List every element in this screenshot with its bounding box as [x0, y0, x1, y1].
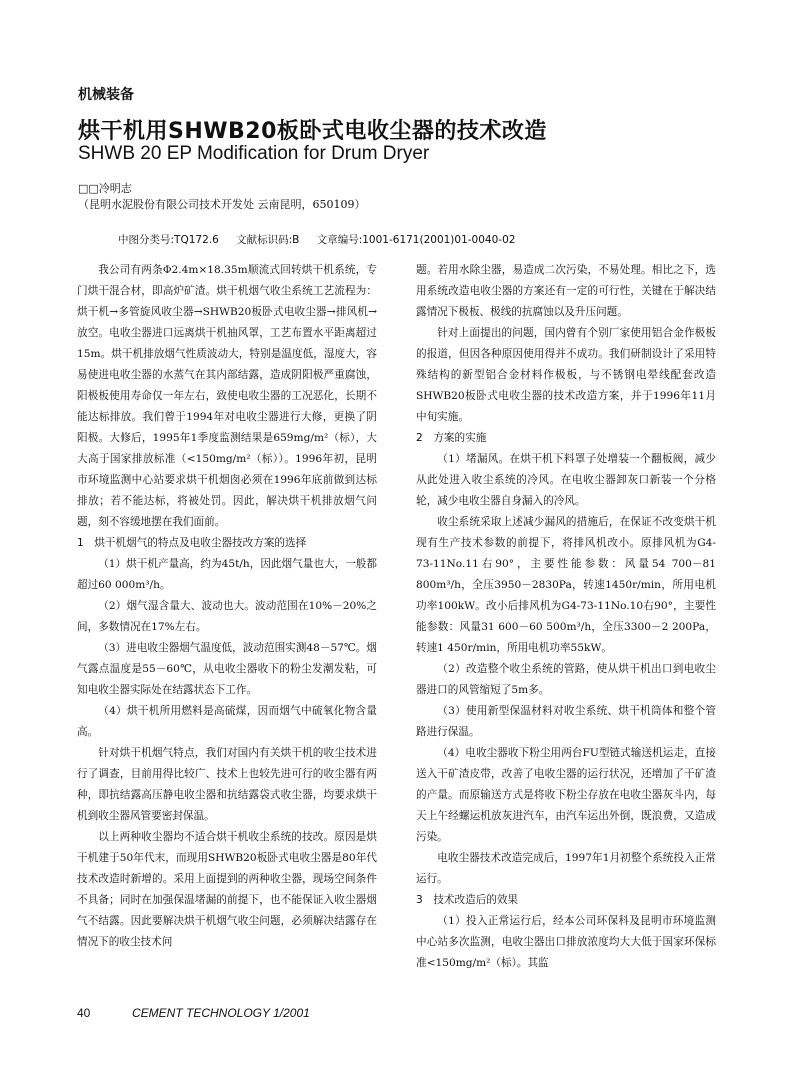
body-paragraph: （1）烘干机产量高，约为45t/h，因此烟气量也大，一般都超过60 000m³/h。 — [77, 558, 377, 591]
body-paragraph: （1）堵漏风。在烘干机下料罩子处增装一个翻板阀，减少从此处进入收尘系统的冷风。在电收尘器卸灰口新装一个分格轮，减少电收尘器自身漏入的冷风。 — [416, 453, 716, 507]
body-paragraph: 电收尘器技术改造完成后，1997年1月初整个系统投入正常运行。 — [416, 852, 716, 885]
section-heading: 2 方案的实施 — [416, 432, 487, 444]
body-paragraph: 以上两种收尘器均不适合烘干机收尘系统的技改。原因是烘干机建于50年代末，而现用SHWB20板卧式电收尘器是80年代技术改造时新增的。采用上面提到的两种收尘器，现场空间条件不具备；同时在加强保温堵漏的前提下，也不能保证入收尘器烟气不结露。因此要解决烘干机烟气收尘问题，必须解决结露存在情况下的收尘技术问 — [77, 831, 377, 948]
article-title-en: SHWB 20 EP Modification for Drum Dryer — [78, 143, 430, 164]
affiliation: （昆明水泥股份有限公司技术开发处 云南昆明，650109） — [78, 198, 366, 211]
section-heading: 3 技术改造后的效果 — [416, 894, 519, 906]
body-paragraph: （3）进电收尘器烟气温度低，波动范围实测48－57℃。烟气露点温度是55－60℃，从电收尘器收下的粉尘发潮发粘，可知电收尘器实际处在结露状态下工作。 — [77, 642, 377, 696]
body-paragraph: 收尘系统采取上述减少漏风的措施后，在保证不改变烘干机现有生产技术参数的前提下，将排风机改小。原排风机为G4-73-11No.11右90°，主要性能参数：风量54 700－81 800m³/h，全压3950－2830Pa，转速1450r/min，所用电机功率100kW。改小后排风机为G4-73-11No.10右90°，主要性能参数：风量31 600－60 500m³/h，全压3300－2 200Pa，转速1 450r/min，所用电机功率55kW。 — [416, 516, 716, 654]
body-paragraph: （1）投入正常运行后，经本公司环保科及昆明市环境监测中心站多次监测，电收尘器出口排放浓度均大大低于国家环保标准<150mg/m²（标）。其监 — [416, 915, 716, 969]
document-code: 文献标识码:B — [236, 234, 300, 246]
body-paragraph: （2）改造整个收尘系统的管路，使从烘干机出口到电收尘器进口的风管缩短了5m多。 — [416, 663, 716, 696]
page-number: 40 — [77, 1006, 91, 1020]
body-column-right — [416, 260, 716, 974]
article-meta — [118, 232, 529, 247]
journal-name: CEMENT TECHNOLOGY 1/2001 — [132, 1006, 310, 1020]
section-heading: 1 烘干机烟气的特点及电收尘器技改方案的选择 — [77, 537, 307, 549]
article-number: 文章编号:1001-6171(2001)01-0040-02 — [316, 234, 516, 246]
article-title-cn: 烘干机用SHWB20板卧式电收尘器的技术改造 — [78, 119, 547, 144]
body-paragraph: 针对烘干机烟气特点，我们对国内有关烘干机的收尘技术进行了调查，目前用得比较广、技术上也较先进可行的收尘器有两种，即抗结露高压静电收尘器和抗结露袋式收尘器，均要求烘干机到收尘器风管要密封保温。 — [77, 747, 377, 822]
body-paragraph: （3）使用新型保温材料对收尘系统、烘干机筒体和整个管路进行保温。 — [416, 705, 716, 738]
section-label: 机械装备 — [78, 87, 134, 103]
classification-number: 中图分类号:TQ172.6 — [118, 234, 219, 246]
author: □□冷明志 — [78, 182, 132, 195]
body-paragraph: 题。若用水除尘器，易造成二次污染，不易处理。相比之下，选用系统改造电收尘器的方案还有一定的可行性，关键在于解决结露情况下极板、极线的抗腐蚀以及升压问题。 — [416, 264, 716, 318]
body-paragraph: 我公司有两条Φ2.4m×18.35m顺流式回转烘干机系统，专门烘干混合材，即高炉矿渣。烘干机烟气收尘系统工艺流程为：烘干机→多管旋风收尘器→SHWB20板卧式电收尘器→排风机→放空。电收尘器进口远离烘干机抽风罩，工艺布置水平距离超过15m。烘干机排放烟气性质波动大，特别是温度低，湿度大，容易使进电收尘器的水蒸气在其内部结露，造成阴阳极严重腐蚀，阳极板使用寿命仅一年左右，致使电收尘器的工况恶化，长期不能达标排放。我们曾于1994年对电收尘器进行大修，更换了阴阳极。大修后，1995年1季度监测结果是659mg/m²（标），大大高于国家排放标准（<150mg/m²（标））。1996年初，昆明市环境监测中心站要求烘干机烟囱必须在1996年底前做到达标排放；若不能达标，将被处罚。因此，解决烘干机排放烟气问题，刻不容缓地摆在我们面前。 — [77, 264, 377, 528]
body-paragraph: （4）烘干机所用燃料是高硫煤，因而烟气中硫氧化物含量高。 — [77, 705, 377, 738]
body-paragraph: （4）电收尘器收下粉尘用两台FU型链式输送机运走，直接送入干矿渣皮带，改善了电收尘器的运行状况，还增加了干矿渣的产量。而原输送方式是将收下粉尘存放在电收尘器灰斗内，每天上午经螺运机放灰进汽车，由汽车运出外倒，既浪费，又造成污染。 — [416, 747, 716, 843]
body-paragraph: 针对上面提出的问题，国内曾有个别厂家使用铝合金作极板的报道，但因各种原因使用得并不成功。我们研制设计了采用特殊结构的新型铝合金材料作极板，与不锈钢电晕线配套改造SHWB20板卧式电收尘器的技术改造方案，并于1996年11月中旬实施。 — [416, 327, 716, 423]
body-column-left — [77, 260, 377, 953]
body-paragraph: （2）烟气湿含量大、波动也大。波动范围在10%－20%之间，多数情况在17%左右。 — [77, 600, 377, 633]
